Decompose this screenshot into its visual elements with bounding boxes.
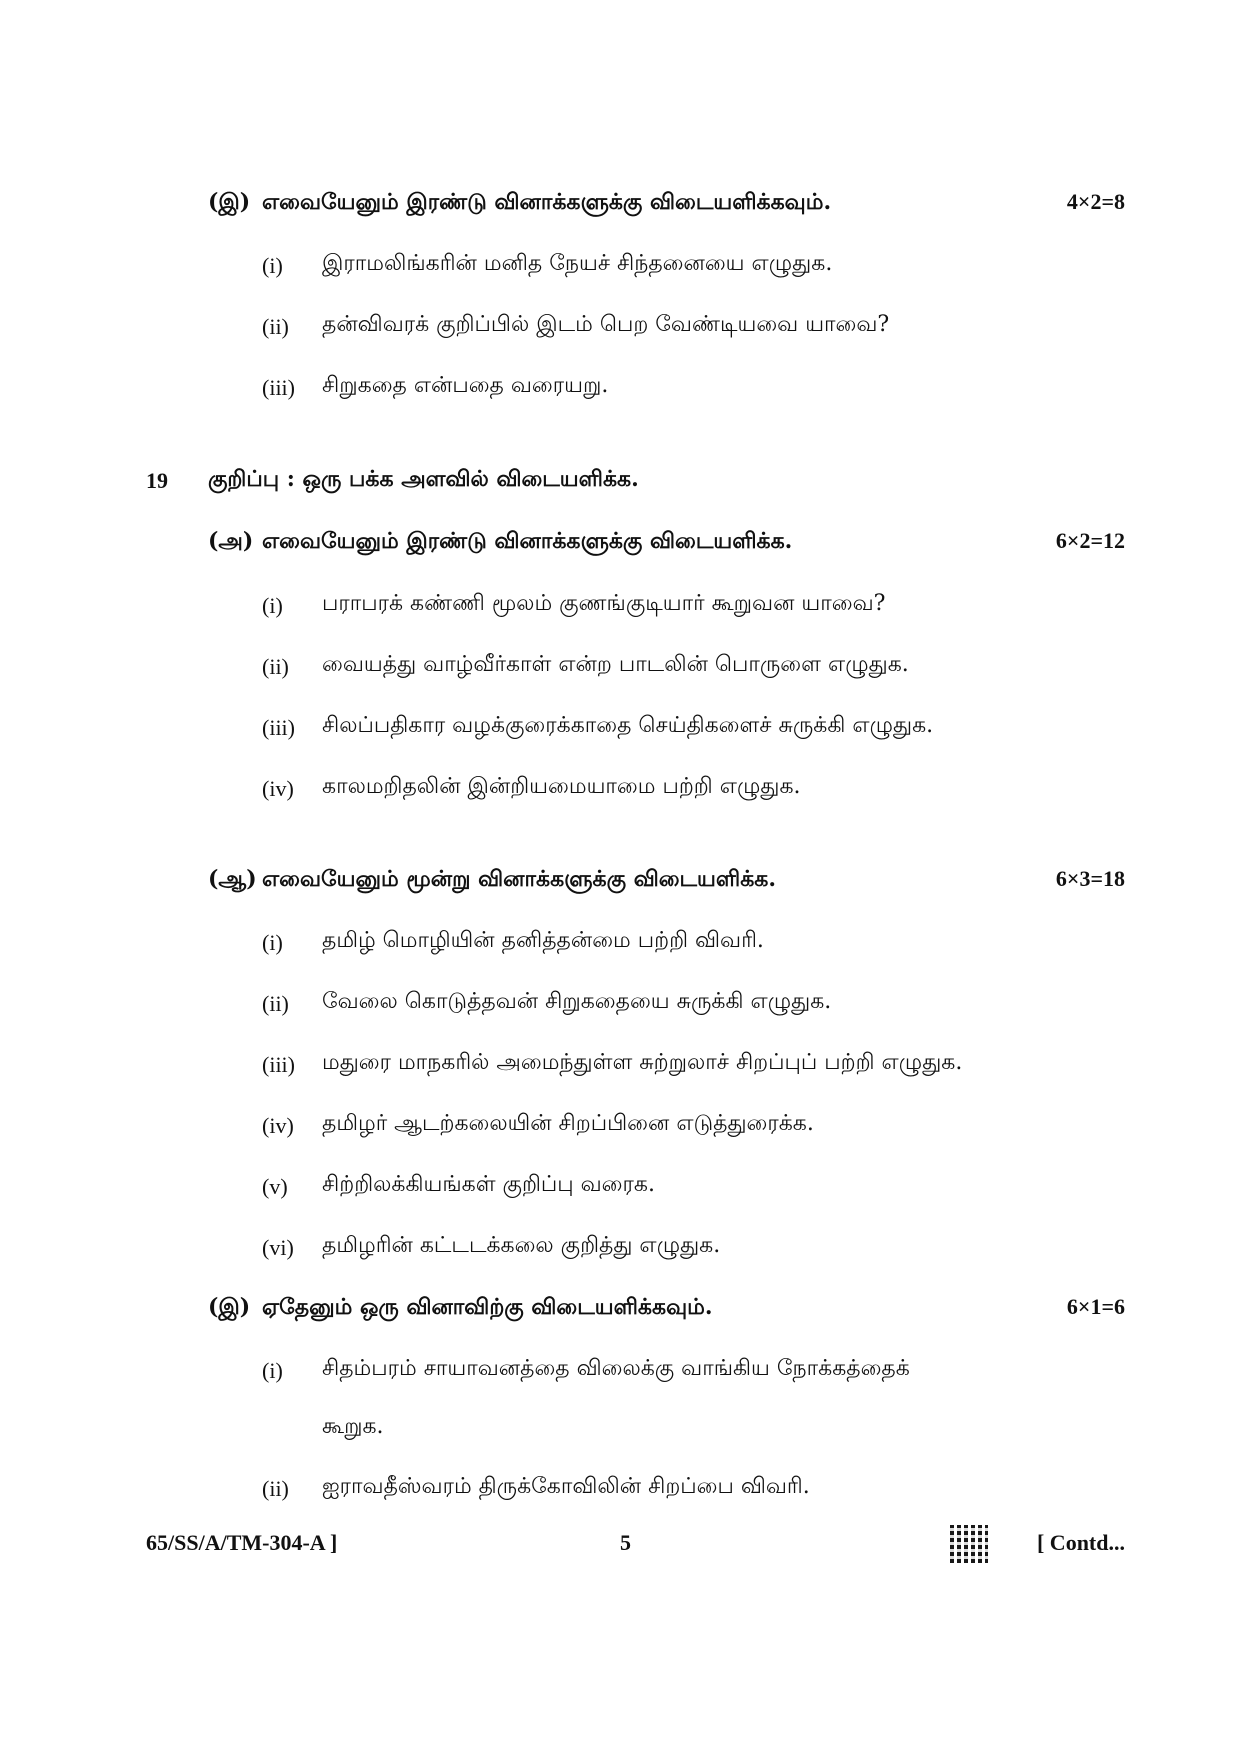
item-number: (iii): [262, 715, 295, 740]
item-number: (ii): [262, 314, 289, 339]
question-text: பராபரக் கண்ணி மூலம் குணங்குடியார் கூறுவன யாவை?: [322, 591, 886, 616]
section-i-top-marks: 4×2=8: [1066, 189, 1125, 214]
item-number: (iv): [262, 776, 294, 801]
item-number: (i): [262, 593, 283, 618]
section-i-title: ஏதேனும் ஒரு வினாவிற்கு விடையளிக்கவும்.: [262, 1294, 713, 1320]
question-text: சிறுகதை என்பதை வரையறு.: [322, 373, 609, 398]
item-number: (i): [262, 930, 283, 955]
item-number: (vi): [262, 1235, 294, 1260]
item-number: (i): [262, 253, 283, 278]
question-text: ஐராவதீஸ்வரம் திருக்கோவிலின் சிறப்பை விவரி.: [322, 1474, 810, 1499]
section-i-top-title: எவையேனும் இரண்டு வினாக்களுக்கு விடையளிக்கவும்.: [262, 189, 832, 215]
item-number: (v): [262, 1174, 288, 1199]
item-number: (iv): [262, 1113, 294, 1138]
section-i-top-label: (இ): [208, 189, 251, 215]
question-text: தன்விவரக் குறிப்பில் இடம் பெற வேண்டியவை யாவை?: [322, 312, 890, 337]
question-text: தமிழரின் கட்டடக்கலை குறித்து எழுதுக.: [322, 1233, 721, 1258]
section-aa-marks: 6×3=18: [1055, 866, 1125, 891]
section-i-label: (இ): [208, 1294, 251, 1320]
question-text: தமிழர் ஆடற்கலையின் சிறப்பினை எடுத்துரைக்க.: [322, 1111, 814, 1136]
item-number: (iii): [262, 375, 295, 400]
question-text: வேலை கொடுத்தவன் சிறுகதையை சுருக்கி எழுதுக.: [322, 989, 832, 1014]
page-number: 5: [620, 1530, 631, 1555]
item-number: (ii): [262, 991, 289, 1016]
section-i-marks: 6×1=6: [1066, 1294, 1125, 1319]
item-number: (i): [262, 1358, 283, 1383]
section-a-label: (அ): [208, 528, 254, 554]
section-aa-title: எவையேனும் மூன்று வினாக்களுக்கு விடையளிக்க.: [262, 866, 777, 892]
question-text: வையத்து வாழ்வீர்காள் என்ற பாடலின் பொருளை எழுதுக.: [322, 652, 909, 677]
question-number: 19: [146, 468, 168, 493]
paper-code: 65/SS/A/TM-304-A ]: [146, 1530, 338, 1555]
section-a-marks: 6×2=12: [1055, 528, 1125, 553]
section-aa-label: (ஆ): [208, 866, 257, 892]
question-text-continued: கூறுக.: [322, 1414, 384, 1439]
question-text: சிதம்பரம் சாயாவனத்தை விலைக்கு வாங்கிய நோக்கத்தைக்: [322, 1356, 910, 1381]
question-text: காலமறிதலின் இன்றியமையாமை பற்றி எழுதுக.: [322, 774, 801, 799]
question-text: இராமலிங்கரின் மனித நேயச் சிந்தனையை எழுதுக.: [322, 251, 833, 276]
question-note: குறிப்பு : ஒரு பக்க அளவில் விடையளிக்க.: [208, 466, 639, 492]
question-text: தமிழ் மொழியின் தனித்தன்மை பற்றி விவரி.: [322, 928, 764, 953]
item-number: (ii): [262, 654, 289, 679]
qr-code-icon: [950, 1525, 988, 1563]
continued-label: [ Contd...: [1036, 1530, 1125, 1555]
section-a-title: எவையேனும் இரண்டு வினாக்களுக்கு விடையளிக்க.: [262, 528, 793, 554]
question-text: மதுரை மாநகரில் அமைந்துள்ள சுற்றுலாச் சிறப்புப் பற்றி எழுதுக.: [322, 1050, 963, 1075]
item-number: (ii): [262, 1476, 289, 1501]
item-number: (iii): [262, 1052, 295, 1077]
question-text: சிற்றிலக்கியங்கள் குறிப்பு வரைக.: [322, 1172, 655, 1197]
question-text: சிலப்பதிகார வழக்குரைக்காதை செய்திகளைச் சுருக்கி எழுதுக.: [322, 713, 934, 738]
